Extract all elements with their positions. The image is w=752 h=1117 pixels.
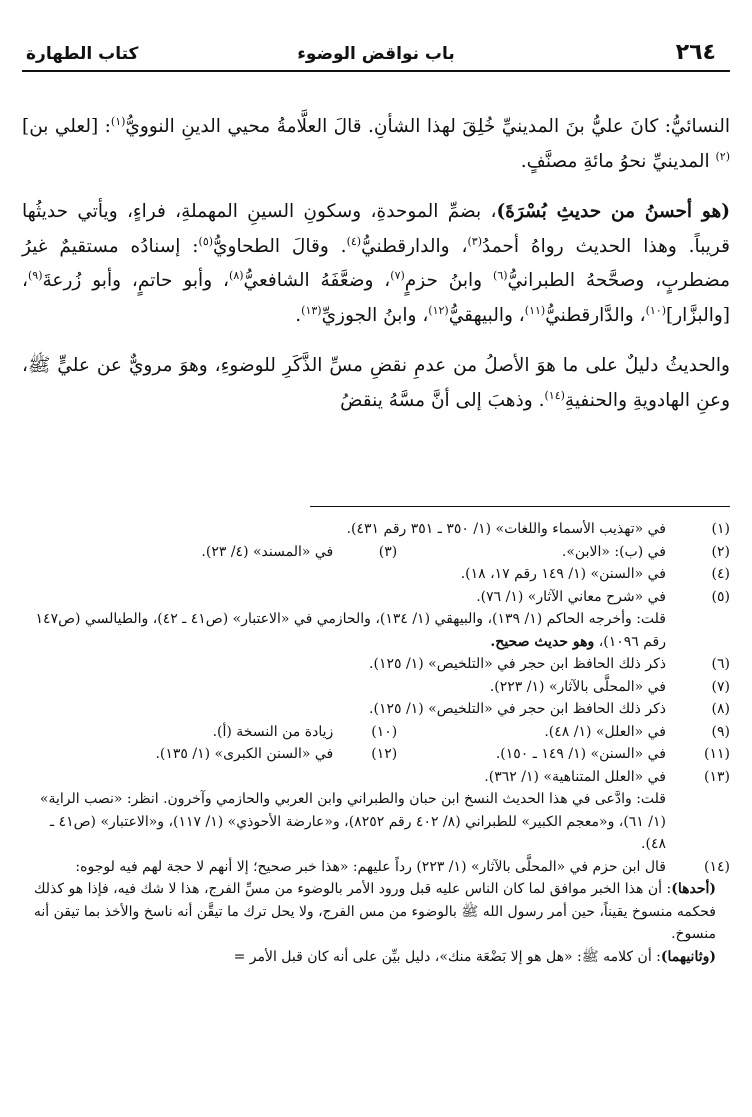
text-run: المدينيِّ نحوُ مائةِ مصنَّفٍ. — [520, 150, 716, 172]
footnote-row-11-12 — [22, 743, 730, 766]
quoted-matn: (هو أحسنُ من حديثِ بُسْرَةَ) — [496, 201, 730, 222]
footnote-text: ذكر ذلك الحافظ ابن حجر في «التلخيص» (١/ ١٢٥). — [369, 701, 666, 717]
text-run: . — [295, 304, 302, 326]
footnote-14 — [22, 856, 730, 879]
footnote-6 — [22, 653, 730, 676]
chapter-title: باب نواقض الوضوء — [297, 44, 455, 64]
footnote-number: (١٣) — [704, 768, 730, 785]
footnote-text: زيادة من النسخة (أ). — [212, 723, 334, 740]
footnotes — [22, 518, 730, 968]
text-run: : إسنادُه مستقيمٌ غيرُ مضطربٍ، وصحَّحهُ الطبرانيُّ — [22, 235, 730, 291]
footnote-text: ذكر ذلك الحافظ ابن حجر في «التلخيص» (١/ ١٢٥). — [369, 656, 666, 672]
footnote-text: قلت: وادَّعى في هذا الحديث النسخ ابن حبان والطبراني وابن العربي والحازمي وآخرون. انظر: «نصب الراية» (١/ ٦١)، و«معجم الكبير» للطبراني (٨/ ٤٠٢ رقم ٨٢٥٢)، و«عارضة الأحوذي» (١/ ١١٧)، و«الاعتبار» (ص٤١ ـ ٤٨). — [39, 791, 666, 852]
text-run: . وذهبَ إلى أنَّ مسَّهُ ينقضُ — [340, 389, 545, 411]
text-run: ، وضعَّفَهُ الشافعيُّ — [243, 270, 391, 291]
footnote-number: (١٠) — [371, 723, 398, 740]
footnote-text: في «السنن» (١/ ١٤٩ ـ ١٥٠). — [495, 746, 666, 762]
footnote-ref-10: (١٠) — [645, 303, 666, 317]
footnote-text: في «المحلَّى بالآثار» (١/ ٢٢٣). — [489, 678, 666, 695]
footnote-5-continued — [22, 608, 730, 653]
footnote-text: قلت: وأخرجه الحاكم (١/ ١٣٩)، والبيهقي (١/ ١٣٤)، والحازمي في «الاعتبار» (ص٤١ ـ ٤٢)، والطيالسي (ص١٤٧ رقم ١٠٩٦)، — [35, 611, 666, 650]
text-run: النسائيُّ: كانَ عليُّ بنَ المدينيِّ خُلِقَ لهذا الشأنِ. قالَ العلَّامةُ محيي الدينِ النوويُّ — [125, 116, 730, 137]
footnote-number: (٧) — [711, 678, 730, 695]
footnote-ref-11: (١١) — [524, 303, 546, 317]
footnote-text: في «السنن الكبرى» (١/ ١٣٥). — [155, 746, 334, 762]
footnote-text: في «شرح معاني الآثار» (١/ ٧٦). — [476, 588, 666, 605]
footnote-7 — [22, 676, 730, 699]
footnote-number: (١٤) — [704, 858, 730, 875]
footnote-ref-6: (٦) — [493, 268, 508, 282]
footnote-2 — [397, 541, 730, 564]
text-run: ، وأبو حاتمٍ، وأبو زُرعةَ — [42, 270, 230, 291]
page-number: ٢٦٤ — [675, 40, 716, 65]
footnote-11 — [397, 743, 730, 766]
paragraph-1 — [22, 110, 730, 179]
footnote-number: (٢) — [711, 543, 730, 560]
footnote-ref-14: (١٤) — [544, 388, 565, 402]
footnote-number: (٣) — [378, 543, 398, 560]
point-heading: (وثانيهما) — [660, 948, 716, 965]
footnote-number: (١٢) — [371, 746, 398, 762]
footnote-number: (٩) — [711, 723, 730, 740]
footnote-text: في «تهذيب الأسماء واللغات» (١/ ٣٥٠ ـ ٣٥١ رقم ٤٣١). — [346, 521, 666, 537]
footnote-14-point-2 — [22, 946, 730, 969]
main-text — [22, 110, 730, 434]
footnote-8 — [22, 698, 730, 721]
footnote-number: (٦) — [711, 656, 730, 672]
text-run: ، وابنُ الجوزيِّ — [321, 304, 429, 326]
text-run: والحديثُ دليلٌ على ما هوَ الأصلُ من عدمِ نقضِ مسِّ الذَّكَرِ للوضوءِ، وهوَ مرويٌّ عن عليٍّ ﷺ، وعنِ الهادويةِ والحنفيةِ — [22, 355, 730, 411]
footnote-ref-2: (٢) — [715, 149, 730, 163]
footnote-number: (١) — [711, 521, 730, 537]
footnote-ref-4: (٤) — [346, 234, 362, 248]
text-run: : [لعلي بن] — [22, 116, 111, 137]
footnote-row-2-3 — [22, 541, 730, 564]
book-page — [22, 36, 730, 1106]
footnote-ref-1: (١) — [110, 114, 126, 128]
footnote-ref-12: (١٢) — [428, 303, 449, 317]
footnote-text: : أن كلامه ﷺ: «هل هو إلا بَضْعَة منك»، دليل بيِّن على أنه كان قبل الأمر = — [233, 948, 661, 965]
text-run: ، والدَّارقطنيُّ — [545, 304, 646, 326]
footnote-text: : أن هذا الخبر موافق لما كان الناس عليه قبل ورود الأمر بالوضوء من مسِّ الفرج، هذا لا شك فيه، فإذا هو كذلك فحكمه منسوخ يقيناً، حين أمر رسول الله ﷺ بالوضوء من مس الفرج، ولا يحل ترك ما تيقَّن أنه ناسخ والأخذ بما تيقن أنه منسوخ. — [33, 881, 716, 942]
footnote-grading: وهو حديث صحيح. — [490, 633, 595, 650]
footnote-ref-3: (٣) — [467, 234, 483, 248]
footnote-number: (١١) — [704, 746, 730, 762]
book-title: كتاب الطهارة — [26, 44, 139, 64]
footnote-text: في «المسند» (٤/ ٢٣). — [201, 543, 334, 560]
text-run: وابنُ حزمٍ — [404, 270, 494, 291]
footnote-number: (٤) — [711, 566, 730, 582]
paragraph-3 — [22, 349, 730, 418]
footnote-13 — [22, 766, 730, 789]
text-run: ، بضمِّ الموحدةِ، وسكونِ السينِ المهملةِ، فراءٍ، ويأتي حديثُها قريباً. وهذا الحديث رواهُ أحمدُ — [22, 201, 730, 257]
footnote-ref-13: (١٣) — [301, 303, 322, 317]
footnote-5 — [22, 586, 730, 609]
text-run: ، والدارقطنيُّ — [361, 235, 468, 257]
footnote-text: في «العلل» (١/ ٤٨). — [544, 723, 666, 740]
text-run: . وقالَ الطحاويُّ — [213, 235, 347, 257]
footnote-number: (٨) — [711, 701, 730, 717]
footnote-ref-8: (٨) — [229, 268, 244, 282]
footnote-ref-5: (٥) — [198, 234, 214, 248]
footnote-12 — [65, 743, 398, 766]
text-run: ، [والبزَّار] — [22, 270, 730, 326]
footnote-4 — [22, 563, 730, 586]
footnote-ref-9: (٩) — [27, 268, 43, 282]
footnote-13-continued — [22, 788, 730, 856]
text-run: ، والبيهقيُّ — [448, 304, 525, 326]
page-header — [22, 36, 730, 72]
footnote-row-9-10 — [22, 721, 730, 744]
footnote-text: قال ابن حزم في «المحلَّى بالآثار» (١/ ٢٢٣) رداً عليهم: «هذا خبر صحيح؛ إلا أنهم لا حجة لهم فيه لوجوه: — [75, 858, 666, 875]
footnote-10 — [65, 721, 398, 744]
footnote-9 — [397, 721, 730, 744]
footnote-text: في «السنن» (١/ ١٤٩ رقم ١٧، ١٨). — [460, 566, 666, 582]
footnote-text: في (ب): «الابن». — [561, 543, 666, 560]
point-heading: (أحدها) — [671, 881, 716, 897]
footnote-ref-7: (٧) — [390, 268, 405, 282]
footnote-text: في «العلل المتناهية» (١/ ٣٦٢). — [484, 768, 666, 785]
footnote-14-point-1 — [22, 878, 730, 946]
footnote-number: (٥) — [711, 588, 730, 605]
footnote-3 — [65, 541, 398, 564]
footnote-separator — [310, 506, 730, 507]
footnote-1 — [22, 518, 730, 541]
paragraph-2 — [22, 195, 730, 333]
